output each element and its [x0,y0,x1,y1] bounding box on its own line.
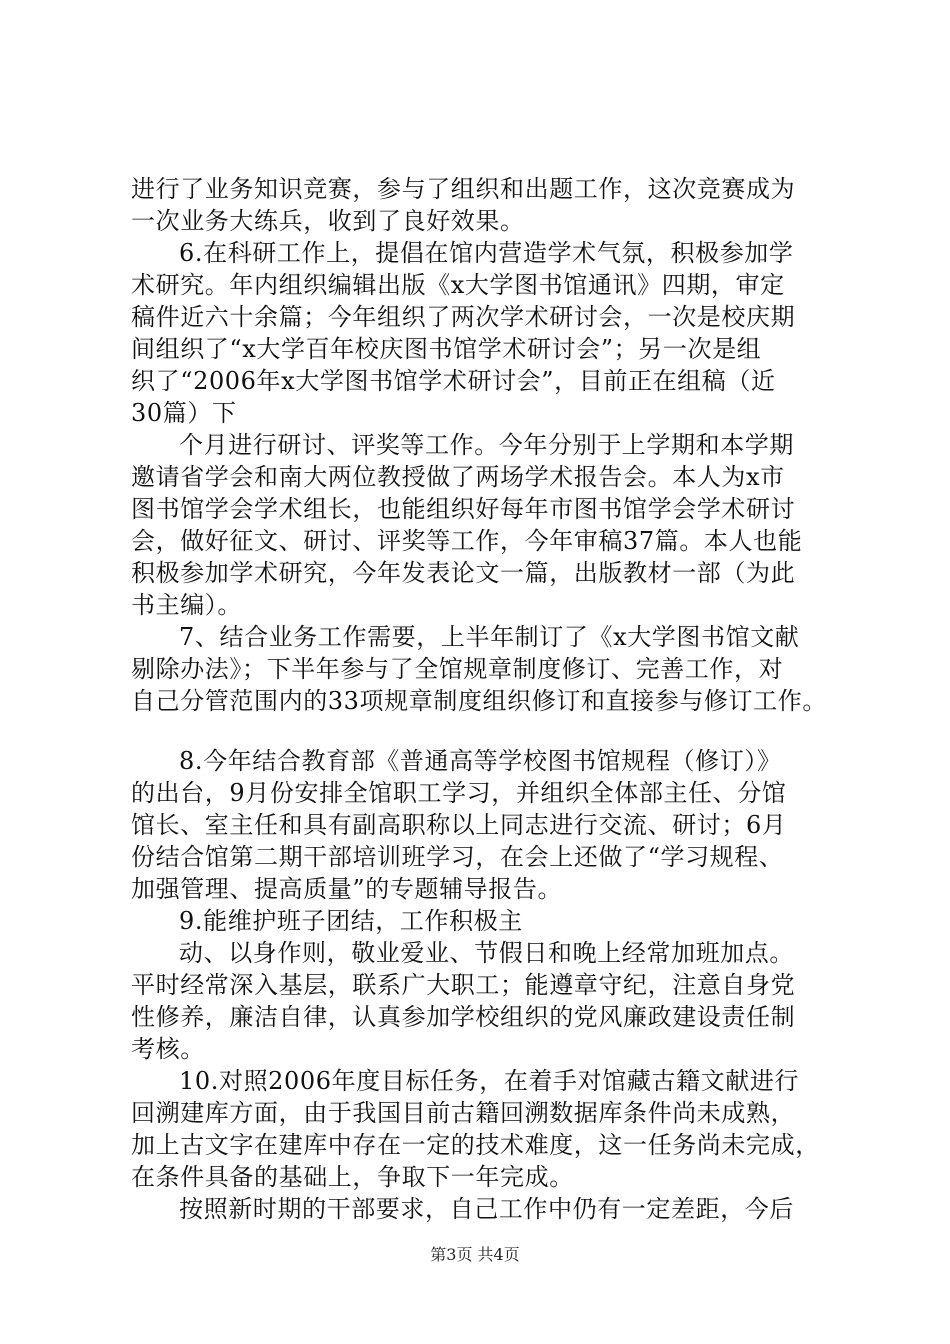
text-line: 加强管理、提高质量”的专题辅导报告。 [131,875,563,903]
text-line: 进行了业务知识竞赛，参与了组织和出题工作，这次竞赛成为 [131,175,796,203]
text-line: 会，做好征文、研讨、评奖等工作，今年审稿37篇。本人也能 [131,527,803,555]
text-line: 在条件具备的基础上，争取下一年完成。 [131,1163,574,1191]
text-line: 9.能维护班子团结，工作积极主 [179,907,523,935]
text-line: 动、以身作则，敬业爱业、节假日和晚上经常加班加点。 [179,939,794,967]
text-line: 稿件近六十余篇；今年组织了两次学术研讨会，一次是校庆期 [131,303,796,331]
paragraph-gap [131,717,843,745]
text-line: 8.今年结合教育部《普通高等学校图书馆规程（修订）》 [179,747,782,775]
text-line: 自己分管范围内的33项规章制度组织修订和直接参与修订工作。 [131,687,827,715]
text-line: 织了“2006年x大学图书馆学术研讨会”，目前正在组稿（近 [131,367,776,395]
text-line: 图书馆学会学术组长，也能组织好每年市图书馆学会学术研讨 [131,495,796,523]
text-line: 按照新时期的干部要求，自己工作中仍有一定差距，今后 [179,1195,794,1223]
text-line: 6.在科研工作上，提倡在馆内营造学术气氛，积极参加学 [179,239,794,267]
page-footer [0,1245,950,1265]
document-body [131,173,843,1225]
text-line: 积极参加学术研究，今年发表论文一篇，出版教材一部（为此 [131,559,796,587]
text-line: 加上古文字在建库中存在一定的技术难度，这一任务尚未完成， [131,1131,820,1159]
text-line: 性修养，廉洁自律，认真参加学校组织的党风廉政建设责任制 [131,1003,796,1031]
text-line: 书主编）。 [131,591,242,619]
text-line: 术研究。年内组织编辑出版《x大学图书馆通讯》四期，审定 [131,271,785,299]
text-line: 考核。 [131,1035,205,1063]
text-line: 的出台，9月份安排全馆职工学习，并组织全体部主任、分馆 [131,779,787,807]
text-line: 剔除办法》；下半年参与了全馆规章制度修订、完善工作，对 [131,655,784,683]
text-line: 馆长、室主任和具有副高职称以上同志进行交流、研讨；6月 [131,811,787,839]
text-line: 7、结合业务工作需要，上半年制订了《x大学图书馆文献 [179,623,800,651]
text-line: 10.对照2006年度目标任务，在着手对馆藏古籍文献进行 [179,1067,800,1095]
text-line: 邀请省学会和南大两位教授做了两场学术报告会。本人为x市 [131,463,785,491]
text-line: 回溯建库方面，由于我国目前古籍回溯数据库条件尚未成熟， [131,1099,796,1127]
text-line: 间组织了“x大学百年校庆图书馆学术研讨会”；另一次是组 [131,335,762,363]
text-line: 一次业务大练兵，收到了良好效果。 [131,207,525,235]
text-line: 30篇）下 [131,399,237,427]
text-line: 个月进行研讨、评奖等工作。今年分别于上学期和本学期 [179,431,794,459]
page-number-label: 第3页 共4页 [430,1245,520,1264]
text-line: 份结合馆第二期干部培训班学习，在会上还做了“学习规程、 [131,843,784,871]
text-line: 平时经常深入基层，联系广大职工；能遵章守纪，注意自身党 [131,971,796,999]
